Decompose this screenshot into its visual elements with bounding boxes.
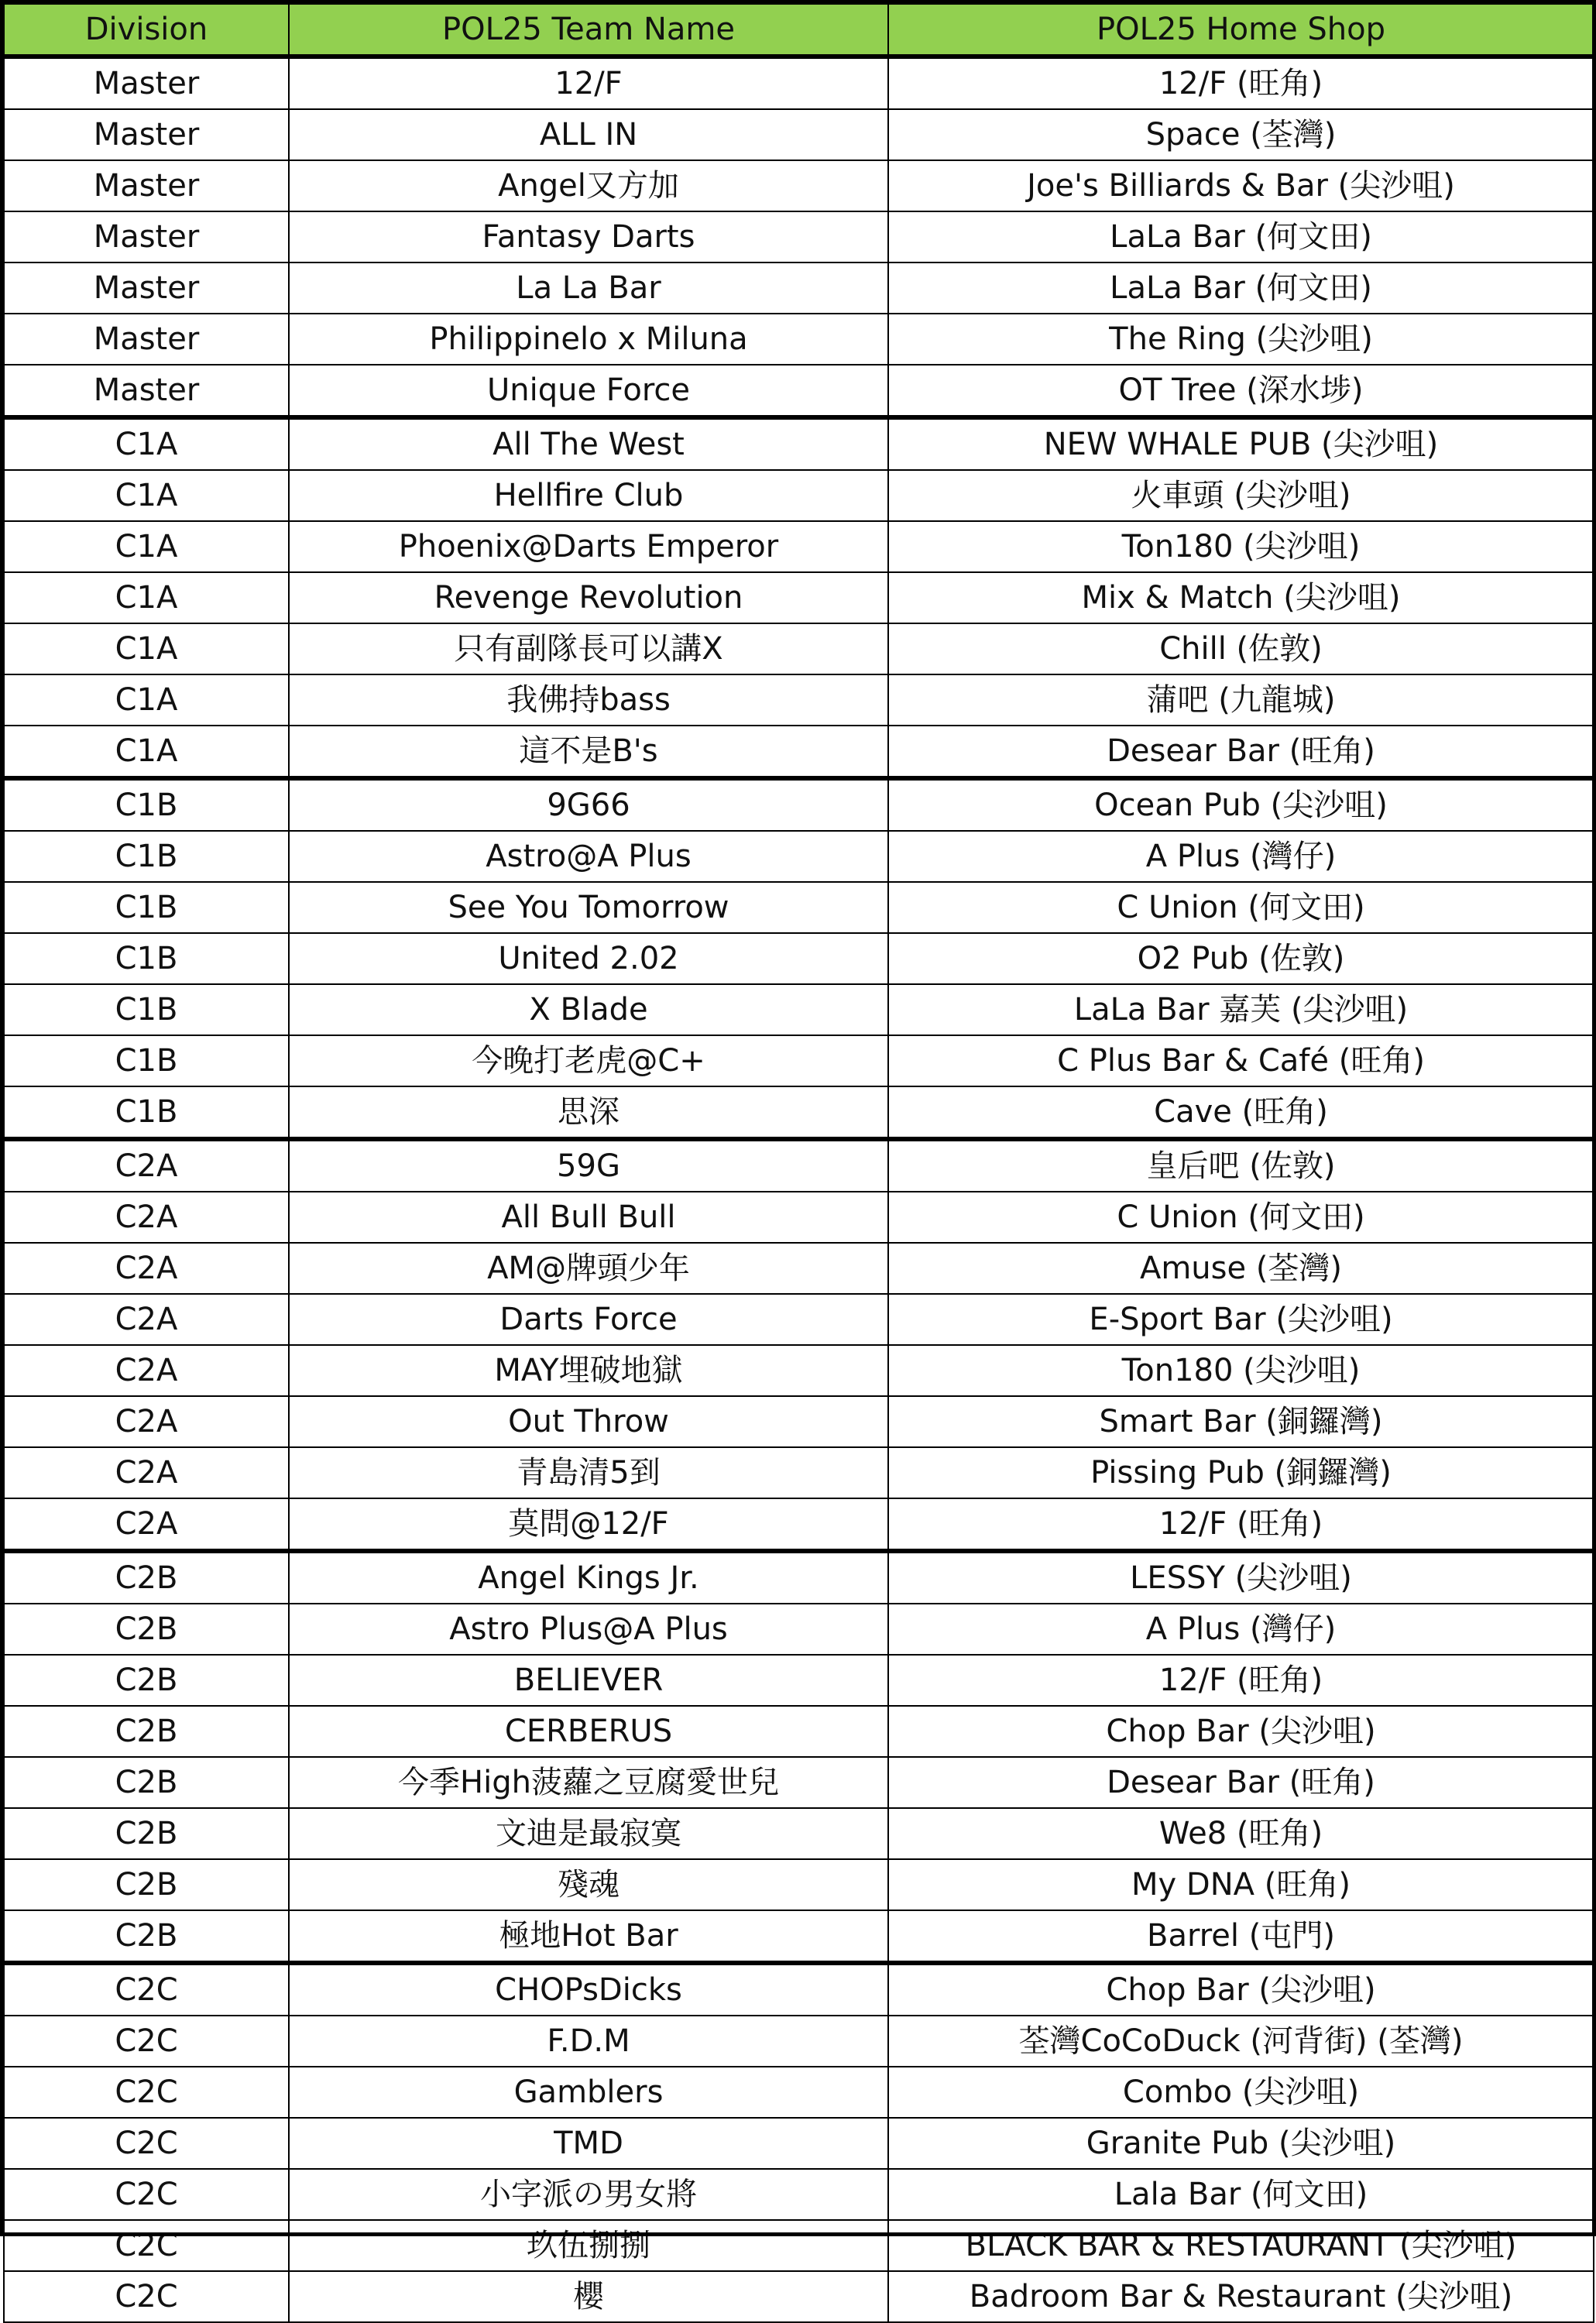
table-row <box>4 160 1594 211</box>
team-name-cell: Gamblers <box>289 2067 888 2118</box>
table-row <box>4 984 1594 1035</box>
team-name-cell: Philippinelo x Miluna <box>289 314 888 365</box>
division-cell: C2A <box>4 1192 289 1243</box>
home-shop-cell: 火車頭 (尖沙咀) <box>888 470 1594 521</box>
table-row <box>4 2067 1594 2118</box>
team-name-cell: X Blade <box>289 984 888 1035</box>
team-name-cell: Revenge Revolution <box>289 572 888 623</box>
table-row <box>4 1139 1594 1192</box>
team-name-cell: 只有副隊長可以講X <box>289 623 888 674</box>
team-name-cell: ALL IN <box>289 109 888 160</box>
division-cell: C2A <box>4 1139 289 1192</box>
home-shop-cell: Granite Pub (尖沙咀) <box>888 2118 1594 2169</box>
home-shop-cell: Chop Bar (尖沙咀) <box>888 1963 1594 2016</box>
home-shop-cell: Desear Bar (旺角) <box>888 1757 1594 1808</box>
team-name-cell: MAY埋破地獄 <box>289 1345 888 1396</box>
table-row <box>4 1396 1594 1447</box>
table-row <box>4 1757 1594 1808</box>
home-shop-cell: Cave (旺角) <box>888 1086 1594 1139</box>
team-name-cell: La La Bar <box>289 262 888 314</box>
table-row <box>4 831 1594 882</box>
home-shop-cell: E-Sport Bar (尖沙咀) <box>888 1294 1594 1345</box>
team-name-cell: Astro Plus@A Plus <box>289 1604 888 1655</box>
division-cell: Master <box>4 57 289 109</box>
division-cell: C2A <box>4 1396 289 1447</box>
table-row <box>4 1294 1594 1345</box>
team-name-cell: Hellfire Club <box>289 470 888 521</box>
division-cell: C2A <box>4 1345 289 1396</box>
division-cell: C1A <box>4 572 289 623</box>
team-name-cell: Angel又方加 <box>289 160 888 211</box>
table-row <box>4 2271 1594 2322</box>
division-cell: C1A <box>4 623 289 674</box>
team-name-cell: Angel Kings Jr. <box>289 1551 888 1604</box>
home-shop-cell: C Union (何文田) <box>888 882 1594 933</box>
home-shop-cell: We8 (旺角) <box>888 1808 1594 1859</box>
team-name-cell: All The West <box>289 417 888 470</box>
table-row <box>4 1963 1594 2016</box>
header-team-name: POL25 Team Name <box>289 4 888 57</box>
home-shop-cell: A Plus (灣仔) <box>888 1604 1594 1655</box>
team-name-cell: 小字派の男女將 <box>289 2169 888 2220</box>
division-cell: C2C <box>4 2169 289 2220</box>
division-cell: C1A <box>4 470 289 521</box>
home-shop-cell: Ocean Pub (尖沙咀) <box>888 778 1594 831</box>
table-row <box>4 211 1594 262</box>
division-team-table <box>3 3 1594 2323</box>
team-name-cell: 玖伍捌捌 <box>289 2220 888 2271</box>
home-shop-cell: Combo (尖沙咀) <box>888 2067 1594 2118</box>
table-row <box>4 882 1594 933</box>
table-row <box>4 572 1594 623</box>
team-name-cell: 思深 <box>289 1086 888 1139</box>
team-name-cell: 59G <box>289 1139 888 1192</box>
table-row <box>4 1604 1594 1655</box>
table-row <box>4 1655 1594 1706</box>
team-name-cell: See You Tomorrow <box>289 882 888 933</box>
home-shop-cell: Badroom Bar & Restaurant (尖沙咀) <box>888 2271 1594 2322</box>
team-name-cell: 12/F <box>289 57 888 109</box>
table-row <box>4 1192 1594 1243</box>
team-name-cell: 我佛持bass <box>289 674 888 726</box>
division-cell: C1B <box>4 933 289 984</box>
table-row <box>4 2220 1594 2271</box>
home-shop-cell: 荃灣CoCoDuck (河背街) (荃灣) <box>888 2016 1594 2067</box>
team-name-cell: 今晚打老虎@C+ <box>289 1035 888 1086</box>
home-shop-cell: Joe's Billiards & Bar (尖沙咀) <box>888 160 1594 211</box>
division-cell: C2B <box>4 1757 289 1808</box>
header-division: Division <box>4 4 289 57</box>
team-name-cell: 莫問@12/F <box>289 1498 888 1551</box>
table-row <box>4 1551 1594 1604</box>
home-shop-cell: NEW WHALE PUB (尖沙咀) <box>888 417 1594 470</box>
home-shop-cell: Barrel (屯門) <box>888 1910 1594 1963</box>
table-row <box>4 2118 1594 2169</box>
division-cell: C1A <box>4 521 289 572</box>
home-shop-cell: 12/F (旺角) <box>888 57 1594 109</box>
home-shop-cell: Ton180 (尖沙咀) <box>888 521 1594 572</box>
home-shop-cell: Ton180 (尖沙咀) <box>888 1345 1594 1396</box>
table-row <box>4 1859 1594 1910</box>
division-cell: C2C <box>4 1963 289 2016</box>
team-name-cell: 櫻 <box>289 2271 888 2322</box>
division-cell: C1B <box>4 1086 289 1139</box>
table-row <box>4 1498 1594 1551</box>
division-cell: C2A <box>4 1498 289 1551</box>
division-cell: C2B <box>4 1808 289 1859</box>
table-row <box>4 1910 1594 1963</box>
division-cell: C2A <box>4 1294 289 1345</box>
table-row <box>4 1808 1594 1859</box>
home-shop-cell: Chill (佐敦) <box>888 623 1594 674</box>
division-cell: Master <box>4 109 289 160</box>
table-row <box>4 57 1594 109</box>
division-cell: C1B <box>4 882 289 933</box>
home-shop-cell: Amuse (荃灣) <box>888 1243 1594 1294</box>
home-shop-cell: LaLa Bar (何文田) <box>888 211 1594 262</box>
team-name-cell: 文迪是最寂寞 <box>289 1808 888 1859</box>
team-name-cell: United 2.02 <box>289 933 888 984</box>
division-cell: C2B <box>4 1859 289 1910</box>
team-name-cell: Fantasy Darts <box>289 211 888 262</box>
division-cell: Master <box>4 262 289 314</box>
table-row <box>4 1706 1594 1757</box>
home-shop-cell: C Union (何文田) <box>888 1192 1594 1243</box>
table-row <box>4 2016 1594 2067</box>
home-shop-cell: Pissing Pub (銅鑼灣) <box>888 1447 1594 1498</box>
division-cell: C1A <box>4 726 289 778</box>
division-cell: C2C <box>4 2118 289 2169</box>
division-cell: C2B <box>4 1910 289 1963</box>
team-name-cell: F.D.M <box>289 2016 888 2067</box>
division-cell: C2C <box>4 2271 289 2322</box>
home-shop-cell: Mix & Match (尖沙咀) <box>888 572 1594 623</box>
home-shop-cell: The Ring (尖沙咀) <box>888 314 1594 365</box>
header-row <box>4 4 1594 57</box>
home-shop-cell: OT Tree (深水埗) <box>888 365 1594 417</box>
team-name-cell: 今季High菠蘿之豆腐愛世兒 <box>289 1757 888 1808</box>
table-row <box>4 109 1594 160</box>
division-cell: Master <box>4 160 289 211</box>
division-cell: C2C <box>4 2016 289 2067</box>
table-row <box>4 2169 1594 2220</box>
division-cell: C2C <box>4 2067 289 2118</box>
table-body <box>4 57 1594 2322</box>
table-row <box>4 623 1594 674</box>
home-shop-cell: LaLa Bar (何文田) <box>888 262 1594 314</box>
team-name-cell: Darts Force <box>289 1294 888 1345</box>
division-cell: C1B <box>4 831 289 882</box>
team-name-cell: Unique Force <box>289 365 888 417</box>
home-shop-cell: BLACK BAR & RESTAURANT (尖沙咀) <box>888 2220 1594 2271</box>
home-shop-cell: 12/F (旺角) <box>888 1498 1594 1551</box>
team-name-cell: AM@牌頭少年 <box>289 1243 888 1294</box>
home-shop-cell: O2 Pub (佐敦) <box>888 933 1594 984</box>
table-row <box>4 417 1594 470</box>
home-shop-cell: 皇后吧 (佐敦) <box>888 1139 1594 1192</box>
table-header <box>4 4 1594 57</box>
division-cell: C2A <box>4 1447 289 1498</box>
home-shop-cell: LESSY (尖沙咀) <box>888 1551 1594 1604</box>
home-shop-cell: 12/F (旺角) <box>888 1655 1594 1706</box>
table-row <box>4 521 1594 572</box>
team-name-cell: CERBERUS <box>289 1706 888 1757</box>
table-row <box>4 314 1594 365</box>
home-shop-cell: C Plus Bar & Café (旺角) <box>888 1035 1594 1086</box>
home-shop-cell: Desear Bar (旺角) <box>888 726 1594 778</box>
table-row <box>4 933 1594 984</box>
team-name-cell: 極地Hot Bar <box>289 1910 888 1963</box>
division-cell: Master <box>4 365 289 417</box>
division-cell: C2A <box>4 1243 289 1294</box>
home-shop-cell: Smart Bar (銅鑼灣) <box>888 1396 1594 1447</box>
home-shop-cell: LaLa Bar 嘉芙 (尖沙咀) <box>888 984 1594 1035</box>
team-name-cell: 這不是B's <box>289 726 888 778</box>
home-shop-cell: Chop Bar (尖沙咀) <box>888 1706 1594 1757</box>
division-cell: C1B <box>4 984 289 1035</box>
division-cell: C2C <box>4 2220 289 2271</box>
home-shop-cell: A Plus (灣仔) <box>888 831 1594 882</box>
table-row <box>4 1086 1594 1139</box>
table-row <box>4 365 1594 417</box>
team-name-cell: Astro@A Plus <box>289 831 888 882</box>
team-name-cell: BELIEVER <box>289 1655 888 1706</box>
division-cell: C2B <box>4 1604 289 1655</box>
table-row <box>4 1447 1594 1498</box>
team-name-cell: Out Throw <box>289 1396 888 1447</box>
home-shop-cell: 蒲吧 (九龍城) <box>888 674 1594 726</box>
division-cell: C2B <box>4 1655 289 1706</box>
team-name-cell: CHOPsDicks <box>289 1963 888 2016</box>
table-row <box>4 1243 1594 1294</box>
division-cell: Master <box>4 314 289 365</box>
table-row <box>4 778 1594 831</box>
team-name-cell: 青島清5到 <box>289 1447 888 1498</box>
table-row <box>4 262 1594 314</box>
team-name-cell: All Bull Bull <box>289 1192 888 1243</box>
home-shop-cell: Space (荃灣) <box>888 109 1594 160</box>
table-row <box>4 726 1594 778</box>
division-cell: C2B <box>4 1551 289 1604</box>
header-home-shop: POL25 Home Shop <box>888 4 1594 57</box>
table-row <box>4 1345 1594 1396</box>
division-cell: C1B <box>4 1035 289 1086</box>
team-name-cell: 9G66 <box>289 778 888 831</box>
home-shop-cell: My DNA (旺角) <box>888 1859 1594 1910</box>
table-row <box>4 1035 1594 1086</box>
table-row <box>4 470 1594 521</box>
team-name-cell: TMD <box>289 2118 888 2169</box>
division-cell: C1B <box>4 778 289 831</box>
division-cell: C1A <box>4 674 289 726</box>
team-name-cell: Phoenix@Darts Emperor <box>289 521 888 572</box>
team-name-cell: 殘魂 <box>289 1859 888 1910</box>
table-row <box>4 674 1594 726</box>
division-cell: C1A <box>4 417 289 470</box>
division-cell: Master <box>4 211 289 262</box>
division-cell: C2B <box>4 1706 289 1757</box>
home-shop-cell: Lala Bar (何文田) <box>888 2169 1594 2220</box>
